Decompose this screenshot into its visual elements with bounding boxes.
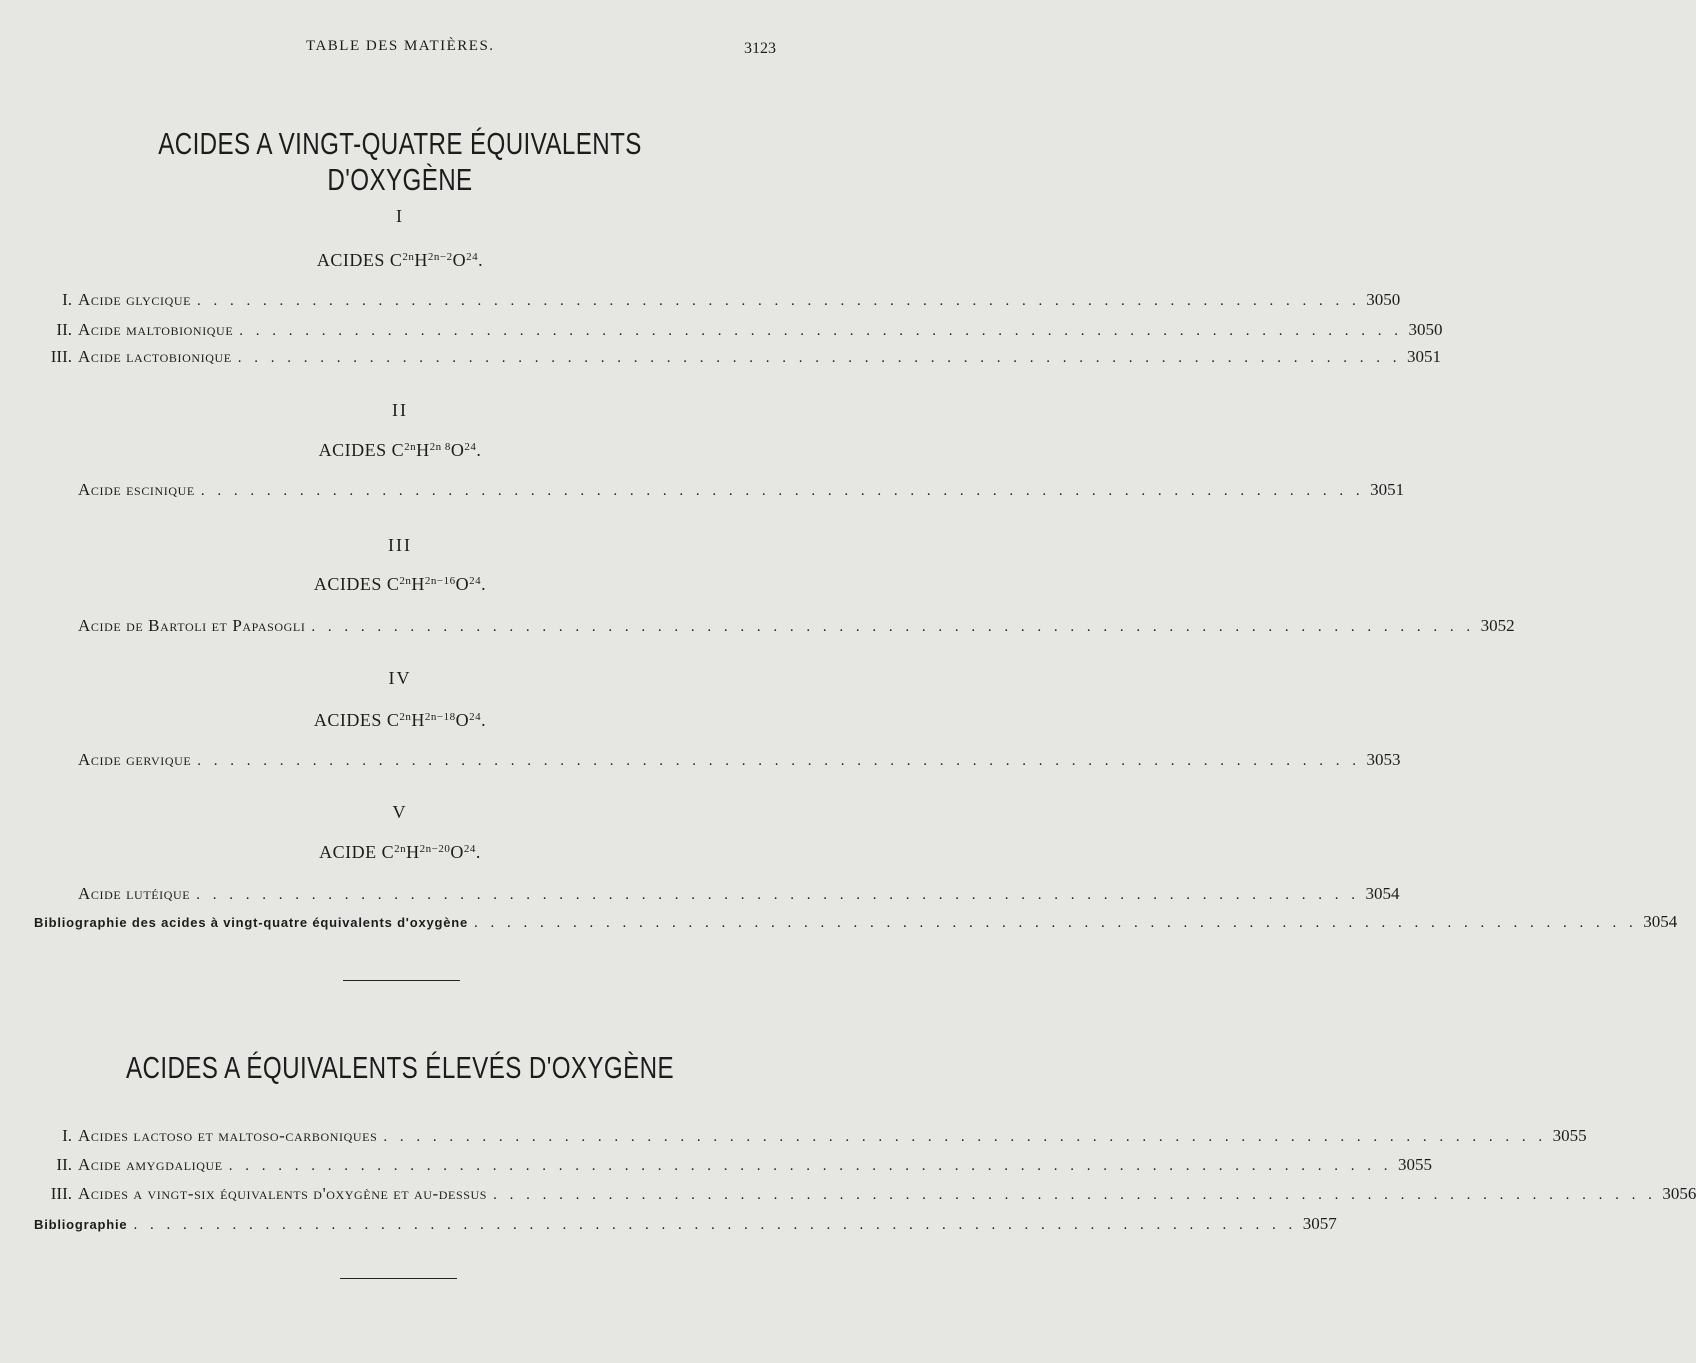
- group-formula: ACIDE $C^{2n}H^{2n-20}O^{24}$.: [319, 842, 481, 862]
- dot-leader: . . . . . . . . . . . . . . . . . . . . . . . . . . . . . . . . . . . . . . . . . . . . . . . . . . . . . . . . . . . . . . . . . . . . . . .: [197, 293, 1361, 309]
- dot-leader: . . . . . . . . . . . . . . . . . . . . . . . . . . . . . . . . . . . . . . . . . . . . . . . . . . . . . . . . . . . . . . . . . . . . . . .: [239, 323, 1403, 339]
- group-numeral: III: [388, 535, 412, 555]
- toc-entry[interactable]: III. Acide lactobionique . . . . . . . . . . . . . . . . . . . . . . . . . . . . . . . . . . . . . . . . . . . . . . . . . . . . . . . . . . . . . . . . . . . . . . . 3051: [50, 347, 1441, 366]
- toc-entry-bibliography[interactable]: [34, 1214, 1337, 1238]
- entry-page: 3051: [1406, 347, 1441, 366]
- section-title-24-oxygen: ACIDES A VINGT-QUATRE ÉQUIVALENTS D'OXYGÈNE: [158, 126, 642, 197]
- running-title: TABLE DES MATIÈRES.: [306, 38, 495, 54]
- group-formula: ACIDES $C^{2n}H^{2n-18}O^{24}$.: [313, 710, 487, 730]
- entry-label: Acide gervique: [78, 750, 192, 769]
- entry-page: 3054: [1365, 884, 1400, 903]
- toc-entry[interactable]: II. Acide maltobionique . . . . . . . . . . . . . . . . . . . . . . . . . . . . . . . . . . . . . . . . . . . . . . . . . . . . . . . . . . . . . . . . . . . . . . . 3050: [56, 320, 1443, 339]
- toc-entry[interactable]: [78, 480, 1405, 504]
- entry-page: 3052: [1480, 616, 1515, 635]
- dot-leader: . . . . . . . . . . . . . . . . . . . . . . . . . . . . . . . . . . . . . . . . . . . . . . . . . . . . . . . . . . . . . . . . . . . . . . .: [197, 753, 1361, 769]
- dot-leader: . . . . . . . . . . . . . . . . . . . . . . . . . . . . . . . . . . . . . . . . . . . . . . . . . . . . . . . . . . . . . . . . . . . . . . .: [474, 915, 1638, 931]
- entry-page: 3056: [1662, 1184, 1696, 1203]
- group-numeral: I: [396, 206, 404, 226]
- entry-page: 3054: [1643, 912, 1678, 931]
- group-formula: ACIDES $C^{2n}H^{2n 8}O^{24}$.: [318, 440, 482, 460]
- bibliography-label: Bibliographie des acides à vingt-quatre équivalents d'oxygène: [34, 915, 469, 930]
- entry-label: Acide glycique: [78, 290, 192, 309]
- entry-label: Acides a vingt-six équivalents d'oxygène et au-dessus: [78, 1184, 488, 1203]
- running-head: [0, 38, 800, 60]
- entry-page: 3057: [1302, 1214, 1337, 1233]
- dot-leader: . . . . . . . . . . . . . . . . . . . . . . . . . . . . . . . . . . . . . . . . . . . . . . . . . . . . . . . . . . . . . . . . . . . . . . .: [383, 1129, 1547, 1145]
- entry-label: Acide escinique: [78, 480, 195, 499]
- entry-label: Acide maltobionique: [78, 320, 234, 339]
- dot-leader: . . . . . . . . . . . . . . . . . . . . . . . . . . . . . . . . . . . . . . . . . . . . . . . . . . . . . . . . . . . . . . . . . . . . . . .: [311, 619, 1475, 635]
- group-numeral: IV: [388, 668, 412, 688]
- toc-entry-bibliography[interactable]: [34, 912, 1678, 936]
- entry-page: 3055: [1552, 1126, 1587, 1145]
- toc-entry[interactable]: I. Acide glycique . . . . . . . . . . . . . . . . . . . . . . . . . . . . . . . . . . . . . . . . . . . . . . . . . . . . . . . . . . . . . . . . . . . . . . . 3050: [62, 290, 1401, 309]
- group-numeral: V: [392, 802, 408, 822]
- toc-entry[interactable]: [78, 750, 1401, 774]
- dot-leader: . . . . . . . . . . . . . . . . . . . . . . . . . . . . . . . . . . . . . . . . . . . . . . . . . . . . . . . . . . . . . . . . . . . . . . .: [228, 1158, 1392, 1174]
- group-numeral: II: [392, 400, 408, 420]
- entry-label: Acide lactobionique: [78, 347, 232, 366]
- dot-leader: . . . . . . . . . . . . . . . . . . . . . . . . . . . . . . . . . . . . . . . . . . . . . . . . . . . . . . . . . . . . . . . . . . . . . . .: [196, 887, 1360, 903]
- group-formula: ACIDES $C^{2n}H^{2n-2}O^{24}$.: [316, 250, 484, 270]
- entry-label: Acide de Bartoli et Papasogli: [78, 616, 306, 635]
- bibliography-label: Bibliographie: [34, 1217, 128, 1232]
- entry-label: Acide lutéique: [78, 884, 191, 903]
- entry-page: 3050: [1366, 290, 1401, 309]
- section-title-elevated-oxygen: ACIDES A ÉQUIVALENTS ÉLEVÉS D'OXYGÈNE: [125, 1050, 675, 1085]
- page-number: 3123: [744, 40, 776, 57]
- group-formula: ACIDES $C^{2n}H^{2n-16}O^{24}$.: [313, 574, 487, 594]
- toc-entry[interactable]: III. Acides a vingt-six équivalents d'oxygène et au-dessus . . . . . . . . . . . . . . . . . . . . . . . . . . . . . . . . . . . . . . . . . . . . . . . . . . . . . . . . . . . . . . . . . . . . . . . 3056: [50, 1184, 1696, 1203]
- dot-leader: . . . . . . . . . . . . . . . . . . . . . . . . . . . . . . . . . . . . . . . . . . . . . . . . . . . . . . . . . . . . . . . . . . . . . . .: [493, 1187, 1657, 1203]
- toc-entry[interactable]: [78, 884, 1400, 908]
- entry-page: 3050: [1408, 320, 1443, 339]
- dot-leader: . . . . . . . . . . . . . . . . . . . . . . . . . . . . . . . . . . . . . . . . . . . . . . . . . . . . . . . . . . . . . . . . . . . . . . .: [200, 483, 1365, 499]
- entry-label: Acides lactoso et maltoso-carboniques: [78, 1126, 378, 1145]
- section-divider: [343, 980, 460, 981]
- dot-leader: . . . . . . . . . . . . . . . . . . . . . . . . . . . . . . . . . . . . . . . . . . . . . . . . . . . . . . . . . . . . . . . . . . . . . . .: [133, 1217, 1297, 1233]
- entry-page: 3051: [1370, 480, 1405, 499]
- dot-leader: . . . . . . . . . . . . . . . . . . . . . . . . . . . . . . . . . . . . . . . . . . . . . . . . . . . . . . . . . . . . . . . . . . . . . . .: [237, 350, 1401, 366]
- entry-page: 3053: [1366, 750, 1401, 769]
- toc-entry[interactable]: I. Acides lactoso et maltoso-carboniques . . . . . . . . . . . . . . . . . . . . . . . . . . . . . . . . . . . . . . . . . . . . . . . . . . . . . . . . . . . . . . . . . . . . . . . 3055: [62, 1126, 1587, 1145]
- entry-label: Acide amygdalique: [78, 1155, 223, 1174]
- section-divider: [340, 1278, 457, 1279]
- entry-page: 3055: [1397, 1155, 1432, 1174]
- toc-entry[interactable]: II. Acide amygdalique . . . . . . . . . . . . . . . . . . . . . . . . . . . . . . . . . . . . . . . . . . . . . . . . . . . . . . . . . . . . . . . . . . . . . . . 3055: [56, 1155, 1432, 1174]
- toc-entry[interactable]: [78, 616, 1515, 640]
